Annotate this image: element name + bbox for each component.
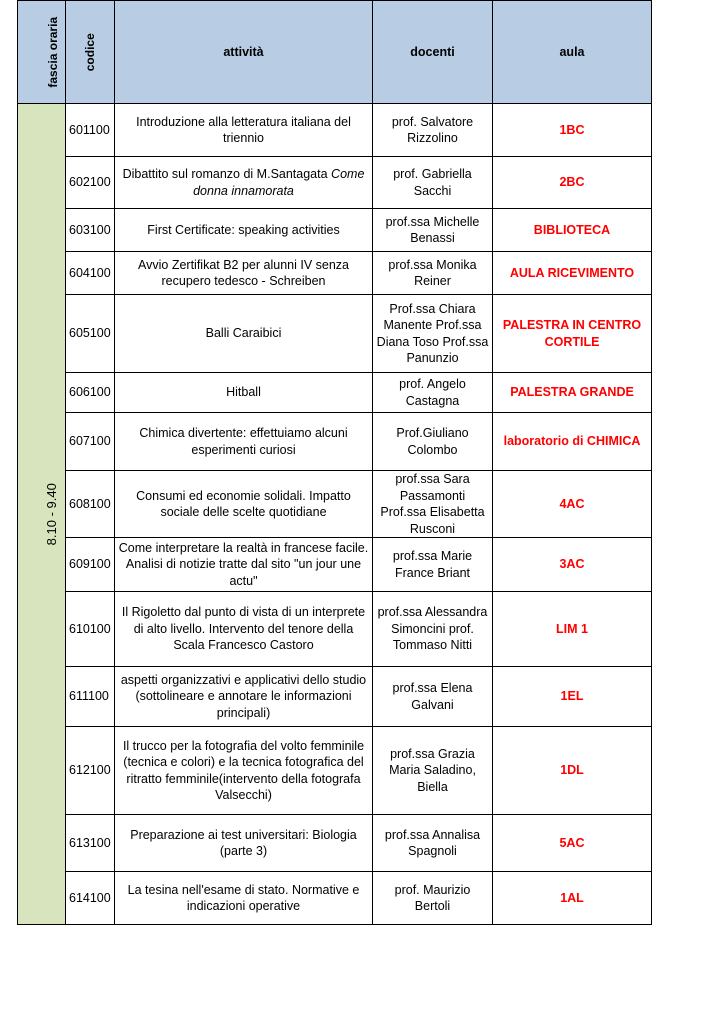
- code-cell: 608100: [66, 471, 115, 538]
- code-cell: 610100: [66, 592, 115, 667]
- header-code: codice: [66, 1, 115, 104]
- table-row: [18, 252, 652, 295]
- activity-cell: Preparazione ai test universitari: Biologia (parte 3): [115, 815, 373, 872]
- activity-cell: La tesina nell'esame di stato. Normative e indicazioni operative: [115, 872, 373, 925]
- table-row: [18, 872, 652, 925]
- code-cell: 603100: [66, 209, 115, 252]
- code-cell: 613100: [66, 815, 115, 872]
- code-cell: 606100: [66, 373, 115, 413]
- code-cell: 605100: [66, 295, 115, 373]
- teachers-cell: Prof.Giuliano Colombo: [373, 413, 493, 471]
- room-cell: 5AC: [493, 815, 652, 872]
- table-row: [18, 815, 652, 872]
- room-cell: AULA RICEVIMENTO: [493, 252, 652, 295]
- activity-cell: Il Rigoletto dal punto di vista di un interprete di alto livello. Intervento del tenore della Scala Francesco Castoro: [115, 592, 373, 667]
- code-cell: 604100: [66, 252, 115, 295]
- room-cell: 1EL: [493, 667, 652, 727]
- header-room: aula: [493, 1, 652, 104]
- room-cell: 3AC: [493, 538, 652, 592]
- room-cell: PALESTRA IN CENTRO CORTILE: [493, 295, 652, 373]
- teachers-cell: Prof.ssa Chiara Manente Prof.ssa Diana Toso Prof.ssa Panunzio: [373, 295, 493, 373]
- activity-cell: Dibattito sul romanzo di M.Santagata Come donna innamorata: [115, 157, 373, 209]
- teachers-cell: prof. Salvatore Rizzolino: [373, 104, 493, 157]
- activity-cell: Avvio Zertifikat B2 per alunni IV senza recupero tedesco - Schreiben: [115, 252, 373, 295]
- teachers-cell: prof.ssa Grazia Maria Saladino, Biella: [373, 727, 493, 815]
- table-row: [18, 727, 652, 815]
- table-row: [18, 373, 652, 413]
- table-row: [18, 471, 652, 538]
- table-row: [18, 667, 652, 727]
- table-row: [18, 295, 652, 373]
- room-cell: LIM 1: [493, 592, 652, 667]
- code-cell: 611100: [66, 667, 115, 727]
- table-row: [18, 592, 652, 667]
- room-cell: laboratorio di CHIMICA: [493, 413, 652, 471]
- code-cell: 601100: [66, 104, 115, 157]
- code-cell: 609100: [66, 538, 115, 592]
- activity-cell: aspetti organizzativi e applicativi dello studio (sottolineare e annotare le informazioni principali): [115, 667, 373, 727]
- activity-cell: Chimica divertente: effettuiamo alcuni esperimenti curiosi: [115, 413, 373, 471]
- room-cell: BIBLIOTECA: [493, 209, 652, 252]
- table-row: [18, 209, 652, 252]
- header-teachers: docenti: [373, 1, 493, 104]
- table-row: [18, 157, 652, 209]
- activity-cell: Consumi ed economie solidali. Impatto sociale delle scelte quotidiane: [115, 471, 373, 538]
- time-slot-cell: [18, 104, 66, 925]
- room-cell: 4AC: [493, 471, 652, 538]
- activity-title-italic: Come donna innamorata: [193, 167, 365, 198]
- teachers-cell: prof. Angelo Castagna: [373, 373, 493, 413]
- code-cell: 612100: [66, 727, 115, 815]
- table-row: [18, 538, 652, 592]
- room-cell: 1AL: [493, 872, 652, 925]
- code-cell: 607100: [66, 413, 115, 471]
- teachers-cell: prof.ssa Marie France Briant: [373, 538, 493, 592]
- teachers-cell: prof. Maurizio Bertoli: [373, 872, 493, 925]
- room-cell: 2BC: [493, 157, 652, 209]
- schedule-table: [17, 0, 652, 925]
- teachers-cell: prof.ssa Sara Passamonti Prof.ssa Elisabetta Rusconi: [373, 471, 493, 538]
- activity-cell: First Certificate: speaking activities: [115, 209, 373, 252]
- teachers-cell: prof. Gabriella Sacchi: [373, 157, 493, 209]
- teachers-cell: prof.ssa Elena Galvani: [373, 667, 493, 727]
- room-cell: PALESTRA GRANDE: [493, 373, 652, 413]
- table-row: [18, 413, 652, 471]
- code-cell: 602100: [66, 157, 115, 209]
- table-row: [18, 104, 652, 157]
- teachers-cell: prof.ssa Alessandra Simoncini prof. Tommaso Nitti: [373, 592, 493, 667]
- time-slot-label: 8.10 - 9.40: [43, 482, 59, 546]
- header-slot: fascia oraria: [18, 1, 66, 104]
- room-cell: 1BC: [493, 104, 652, 157]
- activity-cell: Il trucco per la fotografia del volto femminile (tecnica e colori) e la tecnica fotografica del ritratto femminile(intervento della fotografa Valsecchi): [115, 727, 373, 815]
- activity-cell: Come interpretare la realtà in francese facile. Analisi di notizie tratte dal sito "un jour une actu": [115, 538, 373, 592]
- teachers-cell: prof.ssa Michelle Benassi: [373, 209, 493, 252]
- code-cell: 614100: [66, 872, 115, 925]
- header-row: [18, 1, 652, 104]
- teachers-cell: prof.ssa Monika Reiner: [373, 252, 493, 295]
- activity-cell: Balli Caraibici: [115, 295, 373, 373]
- room-cell: 1DL: [493, 727, 652, 815]
- teachers-cell: prof.ssa Annalisa Spagnoli: [373, 815, 493, 872]
- activity-cell: Introduzione alla letteratura italiana del triennio: [115, 104, 373, 157]
- activity-cell: Hitball: [115, 373, 373, 413]
- header-activity: attività: [115, 1, 373, 104]
